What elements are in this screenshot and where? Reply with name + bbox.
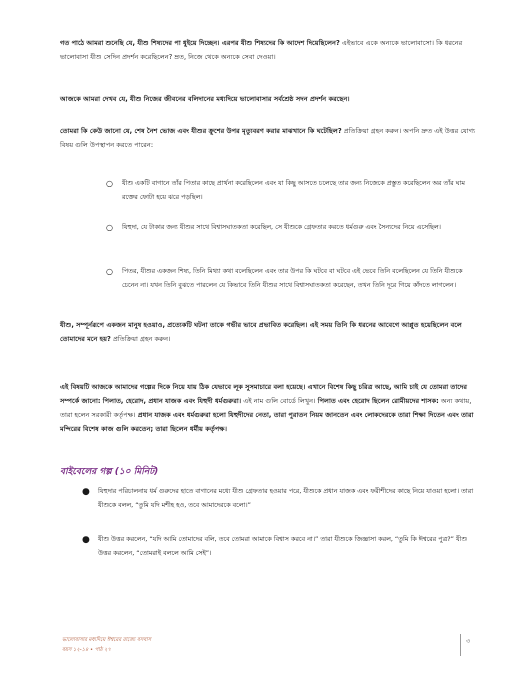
circle-bullet-icon: ○ — [106, 179, 113, 188]
characters-paragraph — [60, 380, 476, 436]
footer-title: ভালোবাসার মধ্যদিয়ে ঈশ্বরের রাজ্যে বসবাস — [62, 637, 152, 643]
characters-list: পিলাত, হেরোদ, প্রধান যাজক এবং যিহুদী ধর্মগুরুরা। — [100, 397, 242, 405]
section-heading: বাইবেলের গল্প (১০ মিনিট) — [60, 467, 159, 477]
question-two — [60, 318, 476, 346]
religious-leaders-text: প্রধান যাজক এবং ধর্মগুরুরা হলো যিহুদীদের নেতা, তারা পুরাতন নিয়ম জানতেন এবং লোকদেরকে তারা শিক্ষা দিতেন এবং তারা মন্দিরের বিশেষ কাজ গুলি করতেন; তারা ছিলেন ধর্মীয় কর্তৃপক্ষ। — [60, 411, 474, 433]
question-two-bold: যীশু, সম্পূর্নরূপে একজন মানুষ হওয়াও, প্রত্যেকটি ঘটনা তাকে গভীর ভাবে প্রভাবিত করেছিল। এই সময় তিনি কি ধরনের আবেগে আপ্লুত হয়েছিলেন বলে তোমাদের মনে হয়? — [60, 321, 462, 343]
question-one-instruction: প্রতিক্রিয়া গ্রহন করুন। অপনি দ্রুত এই উত্তর যোগ্য বিষয় গুলি উপস্থাপন করতে পারেন: — [60, 127, 475, 149]
question-two-instruction: প্রতিক্রিয়া গ্রহন করুন। — [110, 335, 171, 343]
circle-bullet-icon: ○ — [106, 223, 113, 232]
page-number: ৩ — [466, 637, 471, 645]
question-one-bold: তোমরা কি কেউ জানো যে, শেষ নৈশ ভোজ এবং যীশুর ক্রুশের উপর মৃত্যুবরণ করার মাঝখানে কি ঘটেছিল? — [60, 127, 342, 135]
list-item: যিহুদা, যে টাকার জন্য যীশুর সাথে বিশ্বাসঘাতকতা করেছিল, সে যীশুকে গ্রেফতার করতে ধর্মগুরু এবং সৈন্যদের নিয়ে এসেছিল। — [122, 223, 441, 231]
intro-text-answer: ম্রত, নিজে থেকে অন্যকে সেবা দেওয়া। — [172, 53, 276, 61]
footer-divider — [460, 634, 461, 656]
characters-intro: এই বিষয়টি আজকে আমাদের গল্পের দিকে নিয়ে যায় ঠিক যেভাবে লূক সুসমাচারে বলা হয়েছে। এখানে বিশেষ কিছু চরিত্র আছে, আমি চাই যে তোমরা তাদের সম্পর্কে জানো: — [60, 383, 468, 405]
dot-bullet-icon: ● — [82, 487, 90, 497]
rulers-text: পিলাত এবং হেরোদ ছিলেন রোমীয়দের শাসক: — [315, 397, 439, 405]
dot-bullet-icon: ● — [82, 535, 90, 545]
intro-summary: আজকে আমরা দেখব যে, যীশু নিজের জীবনের বলিদানের মধ্যদিয়ে ভালোবাসার সর্বশ্রেষ্ঠ সদন প্রদর্শন করছেন। — [60, 95, 350, 103]
circle-bullet-icon: ○ — [106, 267, 113, 276]
board-instruction: এই নাম গুলি বোর্ডে লিখুন। — [241, 397, 316, 405]
intro-text-bold: গত পাঠে আমরা শুনেছি যে, যীশু শিষ্যদের পা ধুইয়ে দিচ্ছেন। এরপর যীশু শিষ্যদের কি আদেশ দিয়েছিলেন? — [60, 39, 340, 47]
list-item: পিতর, যীশুর একজন শিষ্য, তিনি মিথ্যা কথা বলেছিলেন এবং তার উপর কি ঘটবে বা ঘটবে এই ভেবে তিনি বলেছিলেন যে তিনি যীশুকে চেনেন না। যখন তিনি বুঝতে পারলেন যে কিভাবে তিনি যীশুর সাথে বিশ্বাসঘাতকতা করেছেন, তখন তিনি দূরে গিয়ে কাঁদতে লাগলেন। — [122, 267, 463, 289]
list-item: যীশু একটি বাগানে তাঁর পিতার কাছে প্রার্থনা করেছিলেন এবং যা কিছু আসতে চলেছে তার জন্য নিজেকে প্রস্তুত করেছিলেন অর তাঁর ঘাম রক্তের ফোটা হয়ে ঝরে পড়ছিল। — [122, 179, 465, 201]
intro-paragraph — [60, 36, 476, 64]
intro-text-normal: এইভাবে একে অন্যকে ভালোবাসো। কি ধরনের ভালোবাসা যীশু সেদিন প্রদর্শন করেছিলেন? — [60, 39, 463, 61]
question-one — [60, 124, 476, 152]
footer-subtitle: বয়স ১২-১৪ • পাঠ ২৭ — [62, 647, 111, 653]
list-item: যীশু উত্তর করলেন, “যদি আমি তোমাদের বলি, তবে তোমরা আমাকে বিশ্বাস করবে না।” তারা যীশুকে জিজ্ঞাসা করল, “তুমি কি ঈশ্বরের পুত্র?” যীশু উত্তর করলেন, “তোমরাই বললে আমি সেই”। — [98, 535, 468, 557]
list-item: যিহুদার পরিচালনায় ধর্ম গুরুদের হাতে বাগানের মধ্যে যীশু গ্রেফতার হওয়ার পরে, যীশুকে প্রধান যাজক এবং ফরীশীদের কাছে নিয়ে যাওয়া হলো। তারা যীশুকে বলল, “তুমি যদি মশীহ হও, তবে আমাদেরকে বলো।” — [98, 487, 474, 509]
government-text: অন্য কথায়, তারা হলেন সরকারী কর্তৃপক্ষ। — [60, 397, 472, 419]
